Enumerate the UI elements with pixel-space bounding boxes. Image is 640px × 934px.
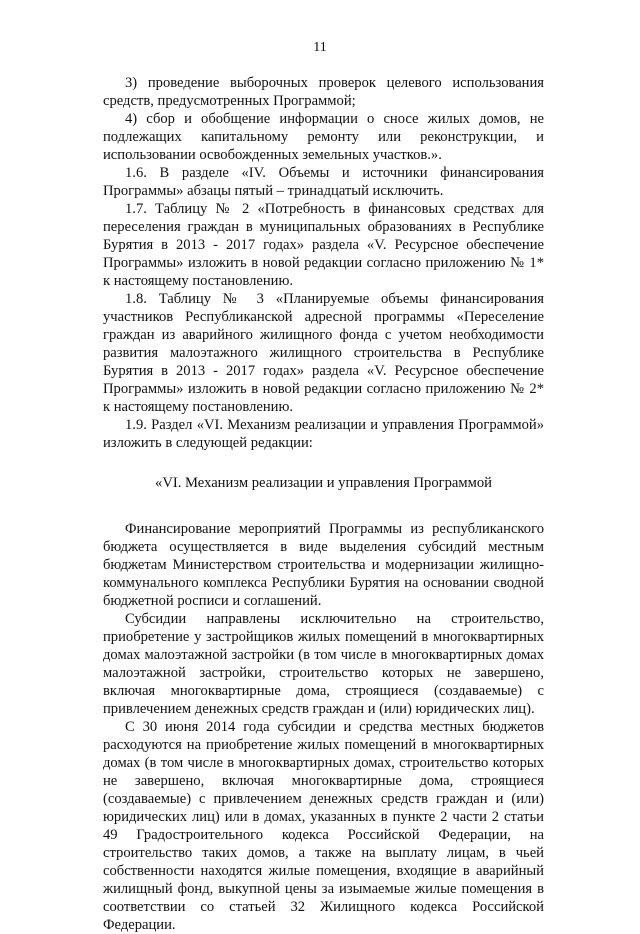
section-heading: «VI. Механизм реализации и управления Программой [155,475,492,491]
page-number: 11 [313,40,327,55]
paragraph-1-8: 1.8. Таблицу № 3 «Планируемые объемы финансирования участников Республиканской адресной программы «Переселение граждан из аварийного жилищного фонда с учетом необходимости развития малоэтажного жилищного строительства в Республике Бурятия в 2013 - 2017 годах» раздела «V. Ресурсное обеспечение Программы» изложить в новой редакции согласно приложению № 2* к настоящему постановлению. [103,291,544,415]
paragraph-item-4: 4) сбор и обобщение информации о сносе жилых домов, не подлежащих капитальному ремонту или реконструкции, и использовании освобожденных земельных участков.». [103,111,544,163]
paragraph-1-6: 1.6. В разделе «IV. Объемы и источники финансирования Программы» абзацы пятый – тринадцатый исключить. [103,165,544,199]
paragraph-1-9: 1.9. Раздел «VI. Механизм реализации и управления Программой» изложить в следующей редакции: [103,417,544,451]
paragraph-financing: Финансирование мероприятий Программы из республиканского бюджета осуществляется в виде выделения субсидий местным бюджетам Министерством строительства и модернизации жилищно-коммунального комплекса Республики Бурятия на основании сводной бюджетной росписи и соглашений. [103,521,544,609]
paragraph-item-3: 3) проведение выборочных проверок целевого использования средств, предусмотренных Программой; [103,75,544,109]
paragraph-1-7: 1.7. Таблицу № 2 «Потребность в финансовых средствах для переселения граждан в муниципальных образованиях в Республике Бурятия в 2013 - 2017 годах» раздела «V. Ресурсное обеспечение Программы» изложить в новой редакции согласно приложению № 1* к настоящему постановлению. [103,201,544,289]
document-body [103,74,544,934]
paragraph-from-2014: С 30 июня 2014 года субсидии и средства местных бюджетов расходуются на приобретение жилых помещений в многоквартирных домах (в том числе в многоквартирных домах, строительство которых не завершено, включая многоквартирные дома, строящиеся (создаваемые) с привлечением денежных средств граждан и (или) юридических лиц) или в домах, указанных в пункте 2 части 2 статьи 49 Градостроительного кодекса Российской Федерации, на строительство таких домов, а также на выплату лицам, в чьей собственности находятся жилые помещения, входящие в аварийный жилищный фонд, выкупной цены за изымаемые жилые помещения в соответствии со статьей 32 Жилищного кодекса Российской Федерации. [103,719,544,933]
paragraph-subsidies: Субсидии направлены исключительно на строительство, приобретение у застройщиков жилых помещений в многоквартирных домах малоэтажной застройки (в том числе в многоквартирных домах малоэтажной застройки, строительство которых не завершено, включая многоквартирные дома, строящиеся (создаваемые) с привлечением денежных средств граждан и (или) юридических лиц). [103,611,544,717]
